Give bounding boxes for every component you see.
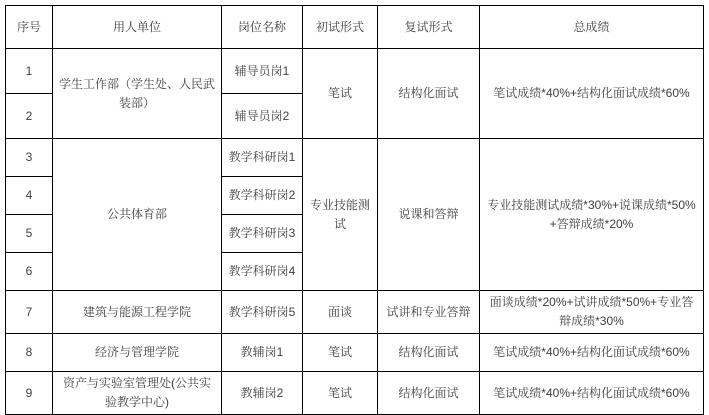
second-test-cell: 结构化面试 — [378, 334, 480, 372]
second-test-cell: 结构化面试 — [378, 49, 480, 139]
position-name-cell: 教辅岗1 — [222, 334, 303, 372]
first-test-cell: 笔试 — [303, 372, 378, 415]
table-row — [6, 291, 704, 334]
header-row — [6, 6, 704, 49]
total-score-cell: 专业技能测试成绩*30%+说课成绩*50%+答辩成绩*20% — [480, 139, 704, 291]
row-number-cell: 3 — [6, 139, 53, 177]
total-score-cell: 面谈成绩*20%+试讲成绩*50%+专业答辩成绩*30% — [480, 291, 704, 334]
table-row — [6, 49, 704, 94]
second-test-cell: 结构化面试 — [378, 372, 480, 415]
position-name-cell: 教学科研岗2 — [222, 177, 303, 215]
total-score-cell: 笔试成绩*40%+结构化面试成绩*60% — [480, 372, 704, 415]
position-name-cell: 辅导员岗2 — [222, 94, 303, 139]
recruitment-table — [5, 5, 704, 415]
row-number-cell: 4 — [6, 177, 53, 215]
header-employer: 用人单位 — [53, 6, 222, 49]
table-row — [6, 139, 704, 177]
total-score-cell: 笔试成绩*40%+结构化面试成绩*60% — [480, 49, 704, 139]
table-row — [6, 372, 704, 415]
row-number-cell: 7 — [6, 291, 53, 334]
position-name-cell: 教学科研岗3 — [222, 215, 303, 253]
row-number-cell: 6 — [6, 253, 53, 291]
header-position: 岗位名称 — [222, 6, 303, 49]
employer-cell: 学生工作部（学生处、人民武装部） — [53, 49, 222, 139]
header-first-test: 初试形式 — [303, 6, 378, 49]
position-name-cell: 教辅岗2 — [222, 372, 303, 415]
employer-cell: 资产与实验室管理处(公共实验教学中心) — [53, 372, 222, 415]
second-test-cell: 试讲和专业答辩 — [378, 291, 480, 334]
header-total-score: 总成绩 — [480, 6, 704, 49]
second-test-cell: 说课和答辩 — [378, 139, 480, 291]
employer-cell: 建筑与能源工程学院 — [53, 291, 222, 334]
first-test-cell: 专业技能测试 — [303, 139, 378, 291]
table-row — [6, 334, 704, 372]
total-score-cell: 笔试成绩*40%+结构化面试成绩*60% — [480, 334, 704, 372]
row-number-cell: 2 — [6, 94, 53, 139]
row-number-cell: 1 — [6, 49, 53, 94]
position-name-cell: 教学科研岗5 — [222, 291, 303, 334]
position-table-body — [6, 49, 704, 415]
row-number-cell: 5 — [6, 215, 53, 253]
first-test-cell: 笔试 — [303, 334, 378, 372]
header-no: 序号 — [6, 6, 53, 49]
position-name-cell: 辅导员岗1 — [222, 49, 303, 94]
first-test-cell: 面谈 — [303, 291, 378, 334]
header-second-test: 复试形式 — [378, 6, 480, 49]
position-name-cell: 教学科研岗1 — [222, 139, 303, 177]
first-test-cell: 笔试 — [303, 49, 378, 139]
position-name-cell: 教学科研岗4 — [222, 253, 303, 291]
row-number-cell: 9 — [6, 372, 53, 415]
employer-cell: 公共体育部 — [53, 139, 222, 291]
employer-cell: 经济与管理学院 — [53, 334, 222, 372]
row-number-cell: 8 — [6, 334, 53, 372]
